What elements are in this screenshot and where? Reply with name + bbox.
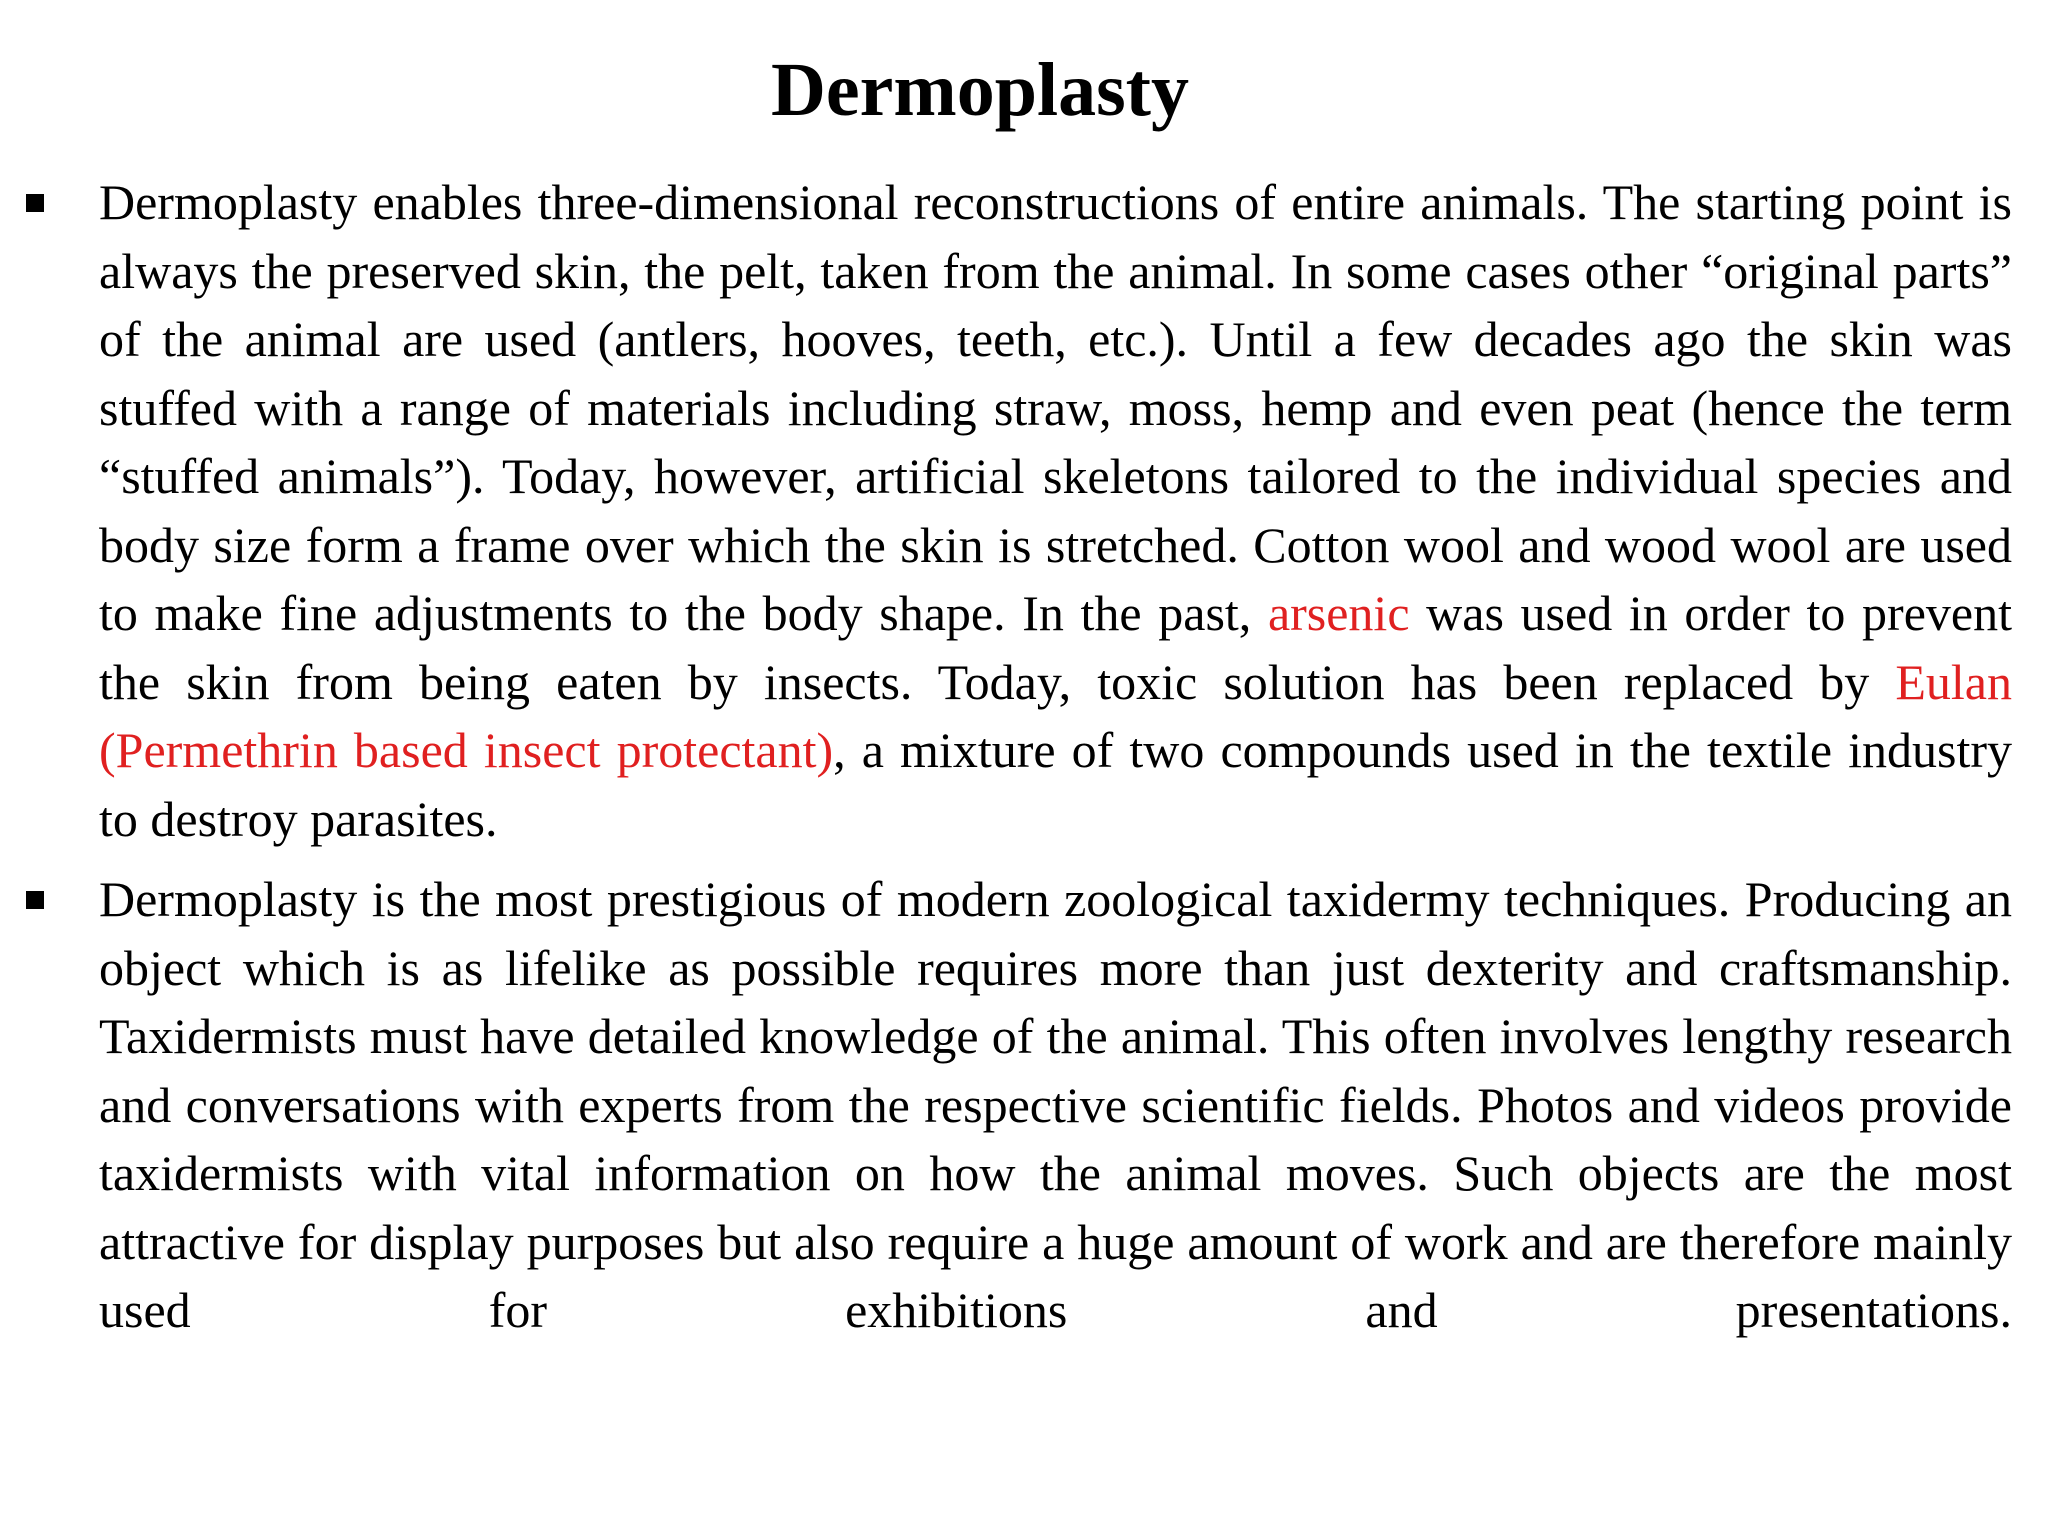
highlight-arsenic: arsenic [1267, 585, 1410, 641]
bullet-list [0, 168, 2048, 1357]
bullet-item-2 [0, 865, 2048, 1345]
bullet-paragraph-2: Dermoplasty is the most prestigious of modern zoological taxidermy techniques. Producing an object which is as lifelike as possible requires more than just dexterity and craftsmanship. Taxidermists must have detailed knowledge of the animal. This often involves lengthy research and conversations with experts from the respective scientific fields. Photos and videos provide taxidermists with vital information on how the animal moves. Such objects are the most attractive for display purposes but also require a huge amount of work and are therefore mainly used for exhibitions and presentations. [99, 871, 2012, 1338]
paragraph-text: was used in order to prevent the skin from being eaten by insects. Today, toxic solution has been replaced by [99, 585, 2012, 710]
square-bullet-icon [26, 891, 44, 909]
square-bullet-icon [26, 194, 44, 212]
bullet-item-1 [0, 168, 2048, 853]
paragraph-text: Dermoplasty enables three-dimensional reconstructions of entire animals. The starting point is always the preserved skin, the pelt, taken from the animal. In some cases other “original parts” of the animal are used (antlers, hooves, teeth, etc.). Until a few decades ago the skin was stuffed with a range of materials including straw, moss, hemp and even peat (hence the term “stuffed animals”). Today, however, artificial skeletons tailored to the individual species and body size form a frame over which the skin is stretched. Cotton wool and wood wool are used to make fine adjustments to the body shape. In the past, [99, 174, 2012, 641]
bullet-paragraph-1 [99, 168, 2012, 853]
paragraph-text: , a mixture of two compounds used in the textile industry to destroy parasites. [99, 722, 2012, 847]
slide-title: Dermoplasty [771, 48, 1189, 132]
highlight-eulan: Eulan (Permethrin based insect protectant) [99, 653, 2012, 778]
